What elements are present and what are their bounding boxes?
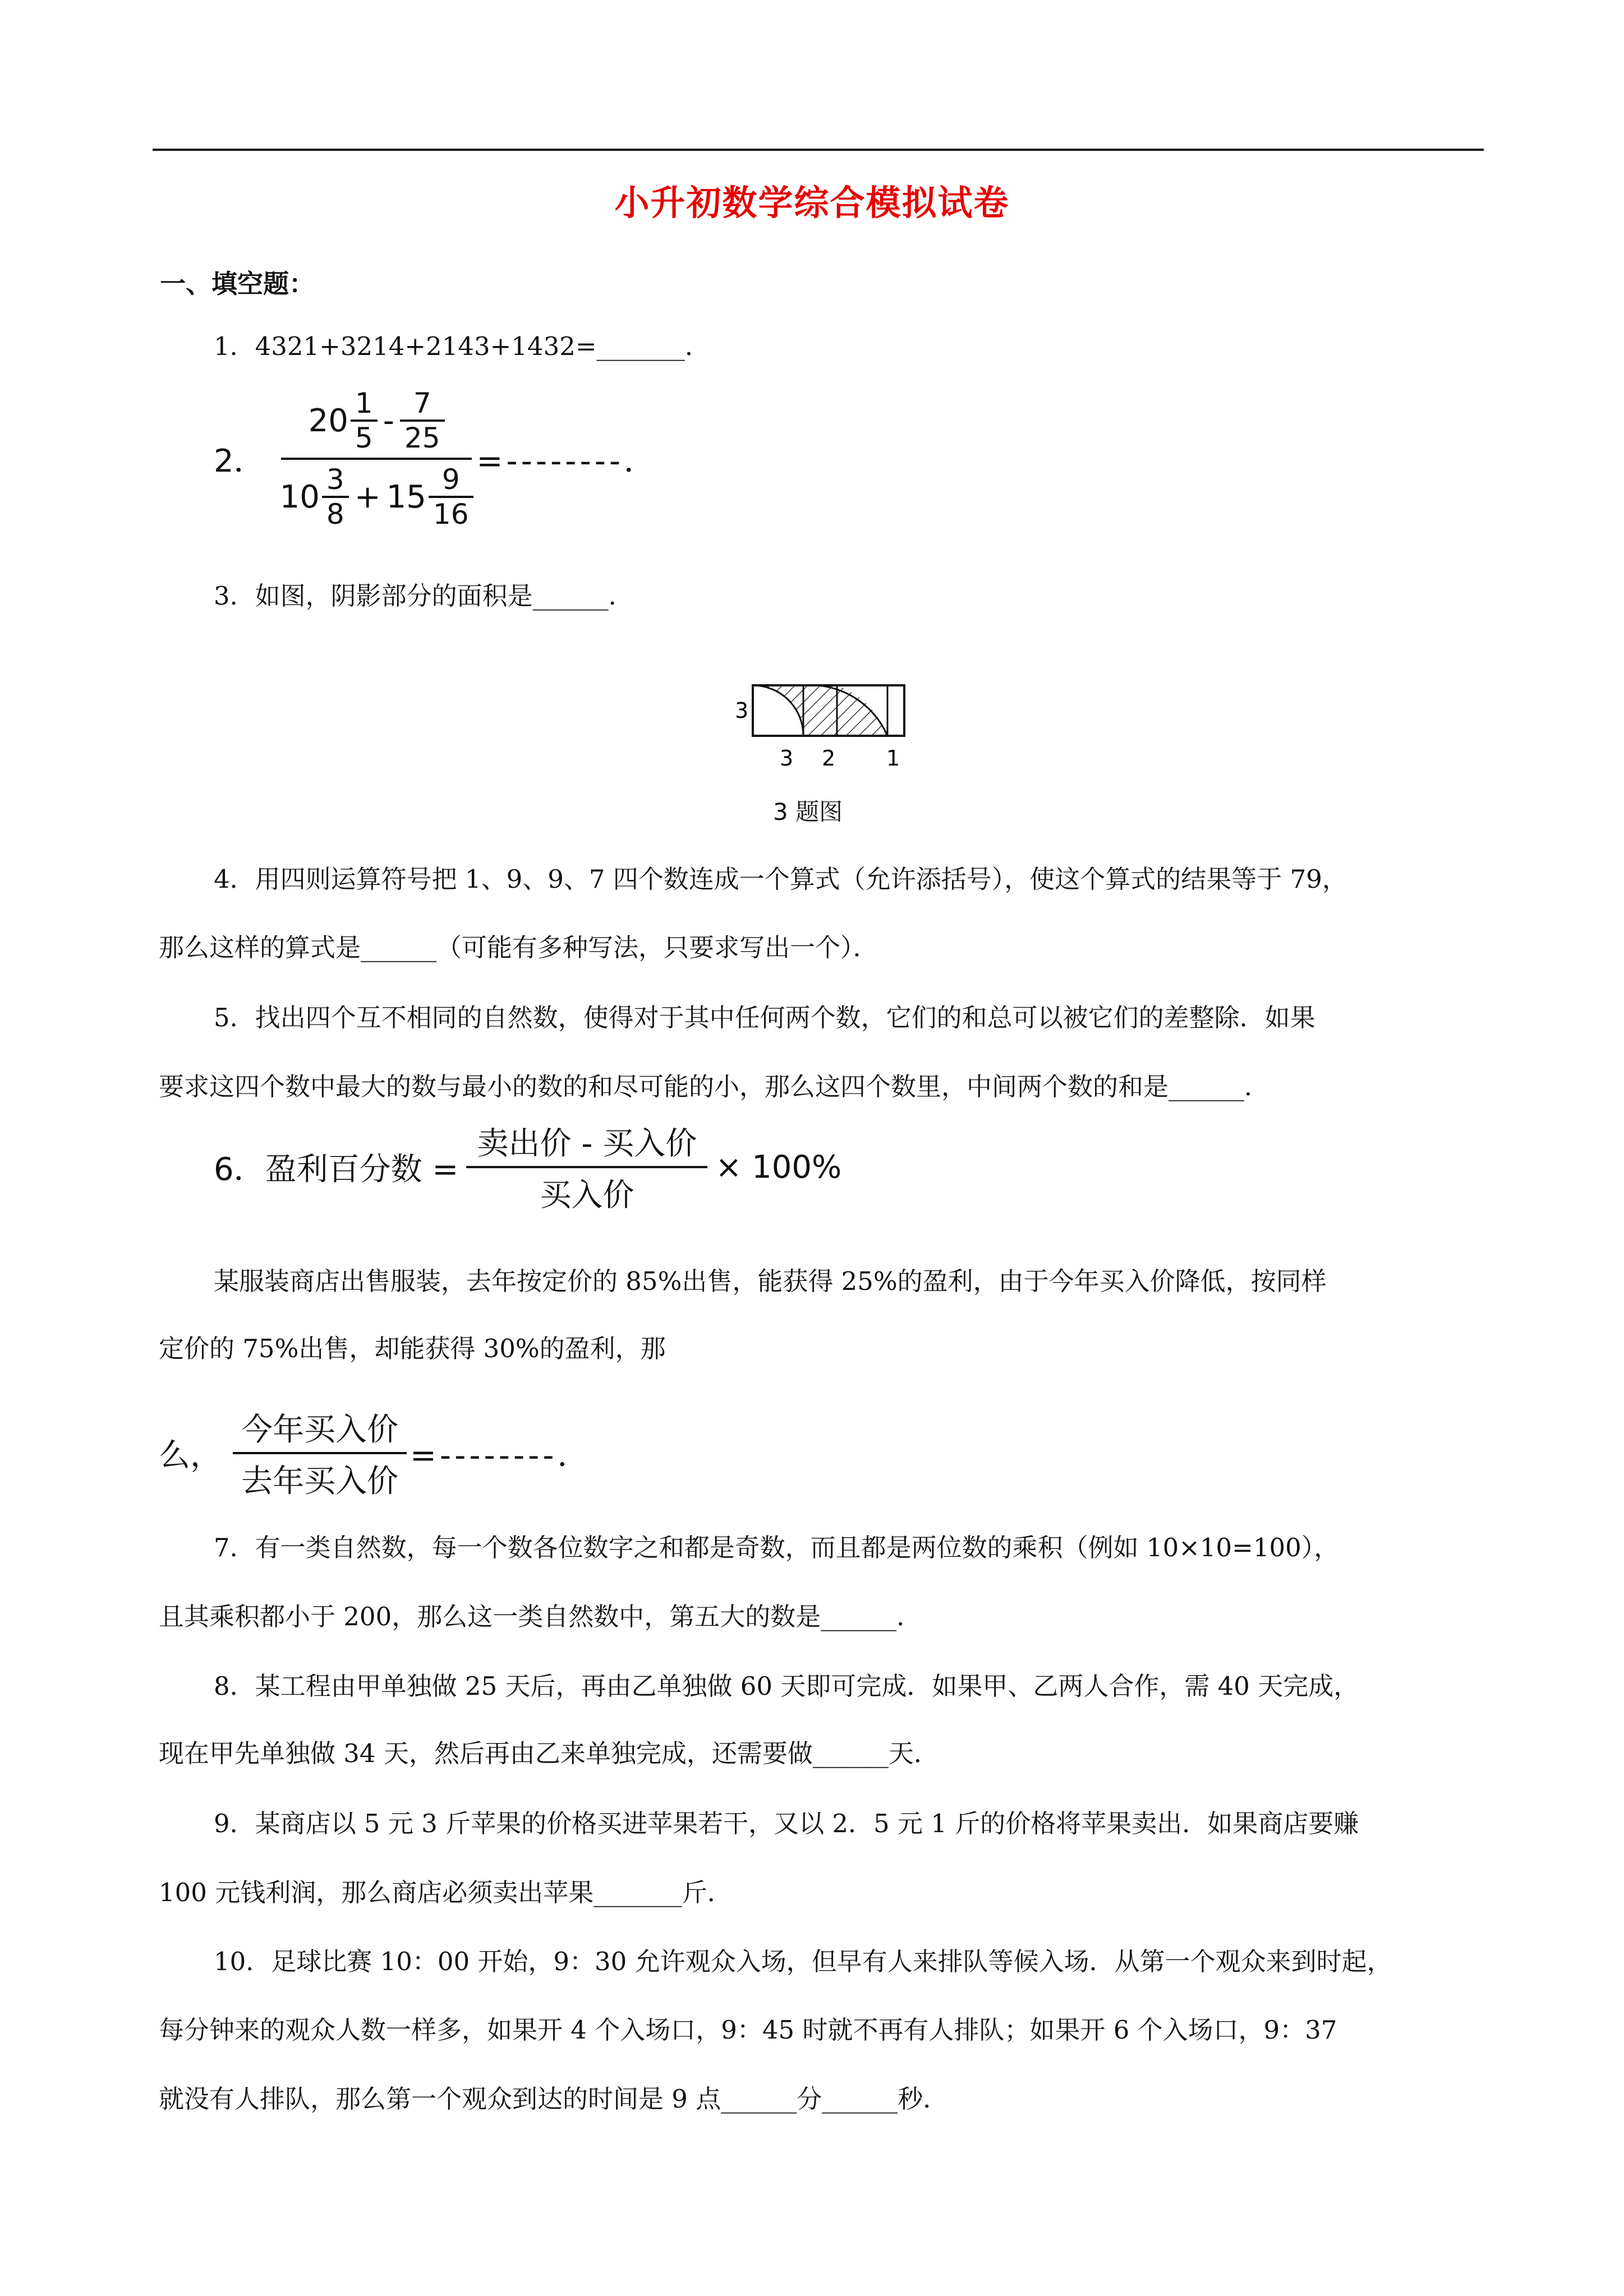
formula-denominator: 买入价 [540,1177,634,1214]
question-1: 1．4321+3214+2143+1432=_______． [214,331,711,361]
side-label: 3 [735,698,749,723]
denominator: 5 [355,422,373,454]
denominator: 8 [326,498,344,531]
minus-sign: - [383,402,394,439]
question-8-line-1: 8．某工程由甲单独做 25 天后，再由乙单独做 60 天即可完成．如果甲、乙两人合作，需 40 天完成， [214,1671,1359,1701]
question-6-line-2: 定价的 75%出售，却能获得 30%的盈利，那 [159,1334,666,1363]
question-4-line-2: 那么这样的算式是______（可能有多种写法，只要求写出一个）． [159,933,878,962]
question-6-ratio [159,1405,592,1501]
question-9-line-2: 100 元钱利润，那么商店必须卖出苹果_______斤． [159,1878,733,1907]
numerator: 3 [326,463,344,496]
formula-numerator: 卖出价 - 买入价 [477,1126,697,1162]
question-7-line-1: 7．有一类自然数，每一个数各位数字之和都是奇数，而且都是两位数的乘积（例如 10×10=100）， [214,1533,1340,1562]
formula-multiplier: × 100% [715,1149,842,1186]
number: 15 [386,478,426,515]
numerator: 9 [441,463,460,496]
number: 10 [279,478,320,515]
denominator: 16 [433,498,469,531]
answer-blank: =--------． [476,443,659,480]
question-6-formula [214,1119,841,1215]
bottom-label-2: 2 [822,746,836,771]
question-8-line-2: 现在甲先单独做 34 天，然后再由乙来单独完成，还需要做______天． [159,1739,939,1768]
denominator: 25 [404,422,440,454]
question-9-line-1: 9．某商店以 5 元 3 斤苹果的价格买进苹果若干，又以 2．5 元 1 斤的价格将苹果卖出．如果商店要赚 [214,1809,1359,1838]
question-2-denominator [280,463,473,531]
bottom-label-3: 1 [886,746,900,771]
question-5-line-1: 5．找出四个互不相同的自然数，使得对于其中任何两个数，它们的和总可以被它们的差整除．如果 [214,1003,1315,1032]
number: 20 [308,402,348,439]
ratio-denominator: 去年买入价 [241,1463,398,1500]
page-title: 小升初数学综合模拟试卷 [614,182,1010,223]
question-2-numerator [309,387,445,454]
figure-3-caption: 3 题图 [773,798,843,826]
formula-fraction [466,1119,707,1215]
numerator: 7 [413,387,431,419]
ratio-numerator: 今年买入价 [241,1412,398,1448]
question-2-label: 2． [214,443,265,480]
question-2 [214,387,659,531]
ratio-fraction [233,1405,407,1501]
plus-sign: + [354,478,381,515]
question-3: 3．如图，阴影部分的面积是______． [214,581,634,611]
question-2-expression [280,387,473,531]
question-10-line-3: 就没有人排队，那么第一个观众到达的时间是 9 点______分______秒． [159,2084,949,2114]
question-5-line-2: 要求这四个数中最大的数与最小的数的和尽可能的小，那么这四个数里，中间两个数的和是______． [159,1072,1270,1101]
answer-blank: =--------． [410,1437,592,1474]
bottom-label-1: 3 [780,746,794,771]
ratio-prefix: 么， [159,1437,222,1474]
question-6-line-1: 某服装商店出售服装，去年按定价的 85%出售，能获得 25%的盈利，由于今年买入价降低，按同样 [214,1266,1327,1296]
formula-label: 6．盈利百分数 = [214,1151,459,1188]
question-10-line-2: 每分钟来的观众人数一样多，如果开 4 个入场口，9：45 时就不再有人排队；如果开 6 个入场口，9：37 [159,2015,1337,2045]
numerator: 1 [355,387,373,419]
question-10-line-1: 10．足球比赛 10：00 开始，9：30 允许观众入场，但早有人来排队等候入场．从第一个观众来到时起， [214,1947,1392,1976]
header-rule [153,149,1484,151]
question-7-line-2: 且其乘积都小于 200，那么这一类自然数中，第五大的数是______． [159,1602,922,1631]
question-4-line-1: 4．用四则运算符号把 1、9、9、7 四个数连成一个算式（允许添括号），使这个算式的结果等于 79， [214,864,1347,894]
fraction-bar [281,458,472,460]
section-heading: 一、填空题： [160,269,315,299]
